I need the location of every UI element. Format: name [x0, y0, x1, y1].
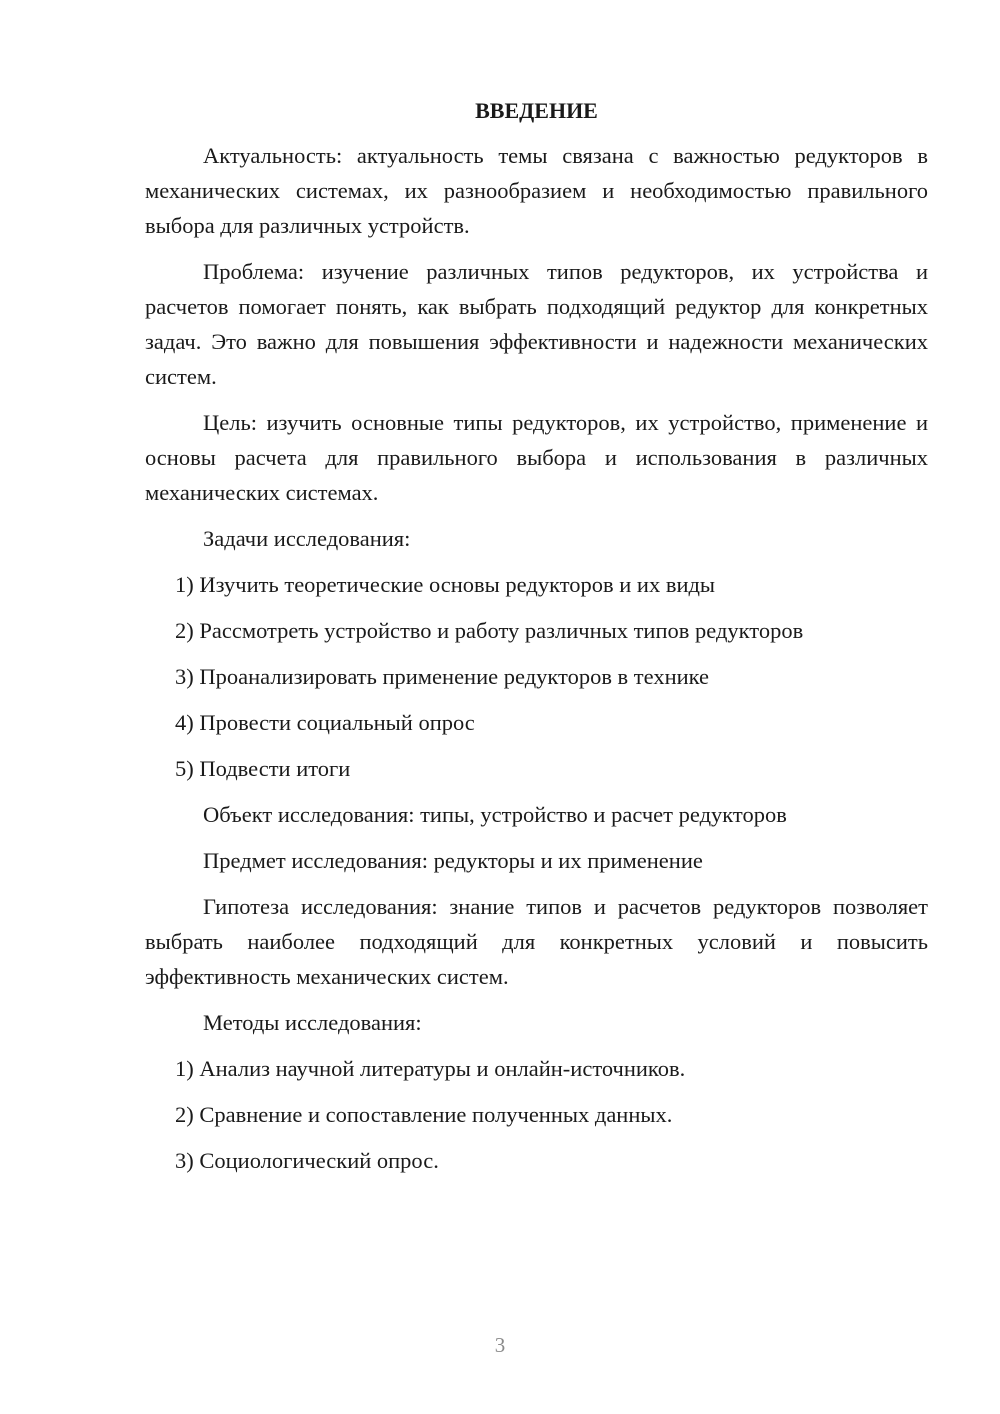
list-item: 2) Рассмотреть устройство и работу различных типов редукторов [175, 618, 804, 643]
list-item: 1) Анализ научной литературы и онлайн-источников. [175, 1056, 686, 1081]
document-page [145, 93, 928, 1189]
page-number: 3 [494, 1333, 506, 1357]
tasks-heading: Задачи исследования: [203, 526, 411, 551]
list-item: 2) Сравнение и сопоставление полученных данных. [175, 1102, 673, 1127]
list-item: 5) Подвести итоги [175, 756, 351, 781]
problem-paragraph: Проблема: изучение различных типов редукторов, их устройства и расчетов помогает понять, как выбрать подходящий редуктор для конкретных задач. Это важно для повышения эффективности и надежности механических систем. [145, 259, 928, 389]
list-item: 3) Социологический опрос. [175, 1148, 439, 1173]
goal-paragraph: Цель: изучить основные типы редукторов, их устройство, применение и основы расчета для правильного выбора и использования в различных механических системах. [145, 410, 928, 505]
tasks-list [145, 567, 928, 786]
relevance-paragraph: Актуальность: актуальность темы связана с важностью редукторов в механических системах, их разнообразием и необходимостью правильного выбора для различных устройств. [145, 143, 928, 238]
list-item: 1) Изучить теоретические основы редукторов и их виды [175, 572, 716, 597]
object-paragraph: Объект исследования: типы, устройство и расчет редукторов [203, 802, 787, 827]
list-item: 3) Проанализировать применение редукторов в технике [175, 664, 710, 689]
methods-list [145, 1051, 928, 1178]
subject-paragraph: Предмет исследования: редукторы и их применение [203, 848, 703, 873]
methods-heading: Методы исследования: [203, 1010, 422, 1035]
page-title: ВВЕДЕНИЕ [475, 98, 598, 123]
list-item: 4) Провести социальный опрос [175, 710, 475, 735]
hypothesis-paragraph: Гипотеза исследования: знание типов и расчетов редукторов позволяет выбрать наиболее подходящий для конкретных условий и повысить эффективность механических систем. [145, 894, 928, 989]
